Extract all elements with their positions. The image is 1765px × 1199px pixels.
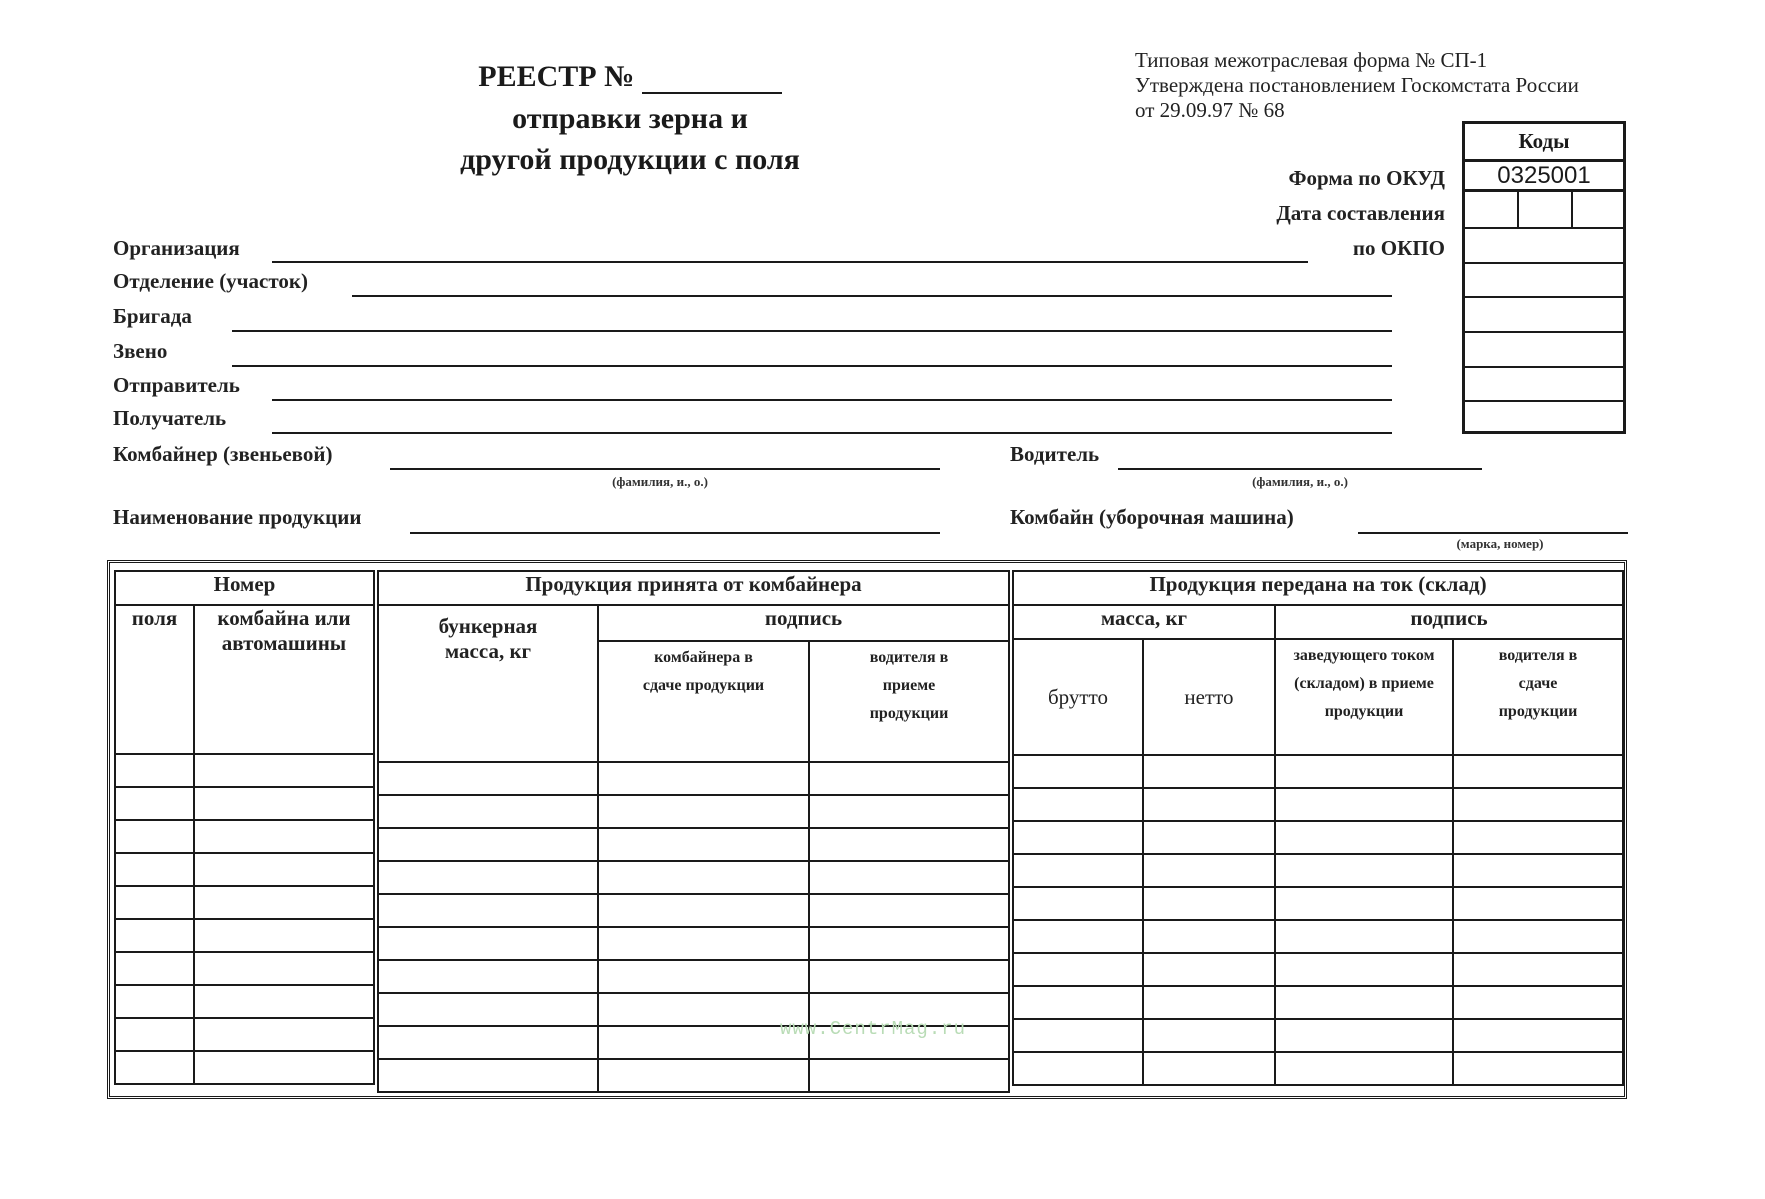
- transferred-signature-header: подпись: [1275, 605, 1623, 639]
- product-name-field[interactable]: [410, 532, 940, 534]
- table-cell[interactable]: [1453, 1019, 1623, 1052]
- sender-field[interactable]: [272, 399, 1392, 401]
- table-cell[interactable]: [194, 853, 374, 886]
- receiver-label: Получатель: [113, 406, 227, 430]
- table-cell[interactable]: [194, 886, 374, 919]
- table-row: [115, 853, 374, 886]
- number-body: [115, 754, 374, 1084]
- table-cell[interactable]: [1013, 854, 1143, 887]
- table-cell[interactable]: [1453, 986, 1623, 1019]
- manager-signature-header: заведующего током (складом) в приеме продукции: [1275, 639, 1453, 755]
- table-row: [378, 927, 1009, 960]
- unit-field[interactable]: [232, 365, 1392, 367]
- table-cell[interactable]: [598, 762, 809, 795]
- received-group-header: Продукция принята от комбайнера: [378, 571, 1009, 605]
- table-row: [1013, 755, 1623, 788]
- table-row: [1013, 986, 1623, 1019]
- received-body: [378, 762, 1009, 1092]
- table-row: [378, 828, 1009, 861]
- table-cell[interactable]: [194, 1018, 374, 1051]
- table-row: [1013, 1019, 1623, 1052]
- receiver-field[interactable]: [272, 432, 1392, 434]
- table-cell[interactable]: [598, 861, 809, 894]
- table-cell[interactable]: [1013, 887, 1143, 920]
- table-row: [115, 1018, 374, 1051]
- table-cell[interactable]: [194, 787, 374, 820]
- table-cell[interactable]: [1143, 788, 1275, 821]
- field-column-header: поля: [115, 605, 194, 754]
- table-cell[interactable]: [378, 1059, 598, 1092]
- table-row: [1013, 821, 1623, 854]
- table-cell[interactable]: [1275, 920, 1453, 953]
- table-cell[interactable]: [598, 894, 809, 927]
- table-row: [115, 754, 374, 787]
- combiner-field[interactable]: [390, 468, 940, 470]
- table-cell[interactable]: [1453, 788, 1623, 821]
- combiner-label: Комбайнер (звеньевой): [113, 442, 333, 466]
- table-cell[interactable]: [378, 861, 598, 894]
- table-row: [1013, 1052, 1623, 1085]
- table-row: [115, 820, 374, 853]
- brigade-field[interactable]: [232, 330, 1392, 332]
- table-cell[interactable]: [1013, 986, 1143, 1019]
- table-cell[interactable]: [194, 985, 374, 1018]
- table-cell[interactable]: [1143, 854, 1275, 887]
- title-line2: отправки зерна и: [512, 102, 748, 135]
- table-cell[interactable]: [1013, 920, 1143, 953]
- table-cell[interactable]: [194, 820, 374, 853]
- table-cell[interactable]: [809, 795, 1009, 828]
- unit-label: Звено: [113, 339, 168, 363]
- table-cell[interactable]: [1275, 1052, 1453, 1085]
- table-cell[interactable]: [1143, 755, 1275, 788]
- table-cell[interactable]: [1013, 821, 1143, 854]
- table-cell[interactable]: [1275, 821, 1453, 854]
- vehicle-column-header: комбайна или автомашины: [194, 605, 374, 754]
- driver-field[interactable]: [1118, 468, 1482, 470]
- table-cell[interactable]: [1143, 821, 1275, 854]
- table-cell[interactable]: [598, 993, 809, 1026]
- page-title: [420, 60, 840, 94]
- form-meta-line2: Утверждена постановлением Госкомстата России: [1135, 73, 1579, 97]
- table-row: [115, 985, 374, 1018]
- table-cell[interactable]: [115, 919, 194, 952]
- table-cell[interactable]: [378, 762, 598, 795]
- table-cell[interactable]: [378, 960, 598, 993]
- okpo-label: по ОКПО: [1352, 236, 1445, 260]
- table-row: [115, 952, 374, 985]
- codes-row-divider: [1465, 296, 1623, 298]
- table-cell[interactable]: [115, 886, 194, 919]
- table-cell[interactable]: [598, 795, 809, 828]
- table-cell[interactable]: [1143, 1052, 1275, 1085]
- table-cell[interactable]: [1143, 1019, 1275, 1052]
- harvester-field[interactable]: [1358, 532, 1628, 534]
- received-signature-header: подпись: [598, 605, 1009, 641]
- table-row: [1013, 953, 1623, 986]
- table-cell[interactable]: [194, 952, 374, 985]
- table-cell[interactable]: [1453, 854, 1623, 887]
- number-table: [114, 570, 375, 1085]
- table-cell[interactable]: [598, 960, 809, 993]
- form-meta-line1: Типовая межотраслевая форма № СП-1: [1135, 48, 1488, 72]
- table-cell[interactable]: [1013, 1019, 1143, 1052]
- table-cell[interactable]: [378, 993, 598, 1026]
- table-cell[interactable]: [1013, 755, 1143, 788]
- driver-label: Водитель: [1010, 442, 1100, 466]
- table-row: [115, 1051, 374, 1084]
- codes-row-divider: [1465, 366, 1623, 368]
- table-row: [115, 787, 374, 820]
- table-row: [115, 919, 374, 952]
- table-cell[interactable]: [115, 1018, 194, 1051]
- table-cell[interactable]: [809, 927, 1009, 960]
- table-cell[interactable]: [1453, 821, 1623, 854]
- table-cell[interactable]: [1143, 953, 1275, 986]
- table-cell[interactable]: [1143, 920, 1275, 953]
- table-row: [1013, 854, 1623, 887]
- table-cell[interactable]: [115, 853, 194, 886]
- table-cell[interactable]: [115, 820, 194, 853]
- table-cell[interactable]: [1275, 854, 1453, 887]
- table-cell[interactable]: [809, 861, 1009, 894]
- harvester-caption: (марка, номер): [1456, 536, 1544, 551]
- table-cell[interactable]: [598, 1059, 809, 1092]
- table-cell[interactable]: [378, 927, 598, 960]
- table-row: [378, 960, 1009, 993]
- received-table: [377, 570, 1010, 1093]
- date-cell-divider: [1517, 192, 1519, 227]
- date-cell-divider: [1571, 192, 1573, 227]
- number-group-header: Номер: [115, 571, 374, 605]
- transferred-body: [1013, 755, 1623, 1085]
- table-cell[interactable]: [598, 828, 809, 861]
- department-field[interactable]: [352, 295, 1392, 297]
- mass-header: масса, кг: [1013, 605, 1275, 639]
- table-cell[interactable]: [1453, 953, 1623, 986]
- table-cell[interactable]: [1275, 953, 1453, 986]
- table-cell[interactable]: [115, 952, 194, 985]
- table-cell[interactable]: [1453, 887, 1623, 920]
- table-row: [378, 762, 1009, 795]
- registry-number-line[interactable]: [642, 64, 782, 94]
- table-cell[interactable]: [378, 894, 598, 927]
- driver-caption: (фамилия, и., о.): [1252, 474, 1348, 489]
- table-cell[interactable]: [809, 960, 1009, 993]
- department-label: Отделение (участок): [113, 269, 308, 293]
- table-cell[interactable]: [378, 795, 598, 828]
- table-cell[interactable]: [1013, 953, 1143, 986]
- combiner-signature-header: комбайнера в сдаче продукции: [598, 641, 809, 762]
- table-cell[interactable]: [1143, 887, 1275, 920]
- bunker-mass-header: бункерная масса, кг: [378, 605, 598, 762]
- table-cell[interactable]: [1143, 986, 1275, 1019]
- table-cell[interactable]: [194, 919, 374, 952]
- table-cell[interactable]: [809, 1059, 1009, 1092]
- transferred-group-header: Продукция передана на ток (склад): [1013, 571, 1623, 605]
- organization-label: Организация: [113, 236, 240, 260]
- table-cell[interactable]: [1013, 1052, 1143, 1085]
- table-cell[interactable]: [115, 787, 194, 820]
- table-cell[interactable]: [598, 1026, 809, 1059]
- table-cell[interactable]: [378, 828, 598, 861]
- table-cell[interactable]: [194, 754, 374, 787]
- codes-row-divider: [1465, 262, 1623, 264]
- watermark: www.CentrMag.ru: [780, 1018, 967, 1040]
- driver-send-signature-header: водителя в сдаче продукции: [1453, 639, 1623, 755]
- table-cell[interactable]: [809, 762, 1009, 795]
- form-meta-line3: от 29.09.97 № 68: [1135, 98, 1285, 122]
- table-cell[interactable]: [1275, 1019, 1453, 1052]
- brigade-label: Бригада: [113, 304, 192, 328]
- okud-value: 0325001: [1465, 159, 1623, 192]
- harvester-label: Комбайн (уборочная машина): [1010, 505, 1294, 529]
- table-cell[interactable]: [1013, 788, 1143, 821]
- table-cell[interactable]: [1275, 788, 1453, 821]
- net-header: нетто: [1143, 639, 1275, 755]
- table-cell[interactable]: [1453, 920, 1623, 953]
- table-cell[interactable]: [115, 1051, 194, 1084]
- table-row: [378, 894, 1009, 927]
- table-row: [1013, 887, 1623, 920]
- driver-receive-signature-header: водителя в приеме продукции: [809, 641, 1009, 762]
- sender-label: Отправитель: [113, 373, 240, 397]
- table-cell[interactable]: [598, 927, 809, 960]
- transferred-table: [1012, 570, 1624, 1086]
- table-row: [378, 1059, 1009, 1092]
- table-cell[interactable]: [1275, 755, 1453, 788]
- table-cell[interactable]: [115, 985, 194, 1018]
- table-cell[interactable]: [1275, 986, 1453, 1019]
- organization-field[interactable]: [272, 261, 1308, 263]
- table-cell[interactable]: [1275, 887, 1453, 920]
- table-row: [378, 795, 1009, 828]
- table-cell[interactable]: [194, 1051, 374, 1084]
- gross-header: брутто: [1013, 639, 1143, 755]
- table-cell[interactable]: [115, 754, 194, 787]
- okud-label: Форма по ОКУД: [1288, 166, 1445, 190]
- product-name-label: Наименование продукции: [113, 505, 362, 529]
- table-cell[interactable]: [809, 828, 1009, 861]
- table-row: [115, 886, 374, 919]
- date-label: Дата составления: [1276, 201, 1445, 225]
- table-cell[interactable]: [1453, 755, 1623, 788]
- codes-header: Коды: [1518, 129, 1570, 153]
- table-row: [1013, 920, 1623, 953]
- codes-box: [1462, 121, 1626, 434]
- table-row: [1013, 788, 1623, 821]
- title-line1: РЕЕСТР №: [478, 60, 635, 93]
- codes-row-divider: [1465, 227, 1623, 229]
- title-line3: другой продукции с поля: [460, 143, 800, 176]
- combiner-caption: (фамилия, и., о.): [612, 474, 708, 489]
- form-meta: [1135, 48, 1655, 123]
- codes-row-divider: [1465, 331, 1623, 333]
- table-cell[interactable]: [378, 1026, 598, 1059]
- table-cell[interactable]: [1453, 1052, 1623, 1085]
- table-cell[interactable]: [809, 894, 1009, 927]
- codes-row-divider: [1465, 400, 1623, 402]
- table-row: [378, 861, 1009, 894]
